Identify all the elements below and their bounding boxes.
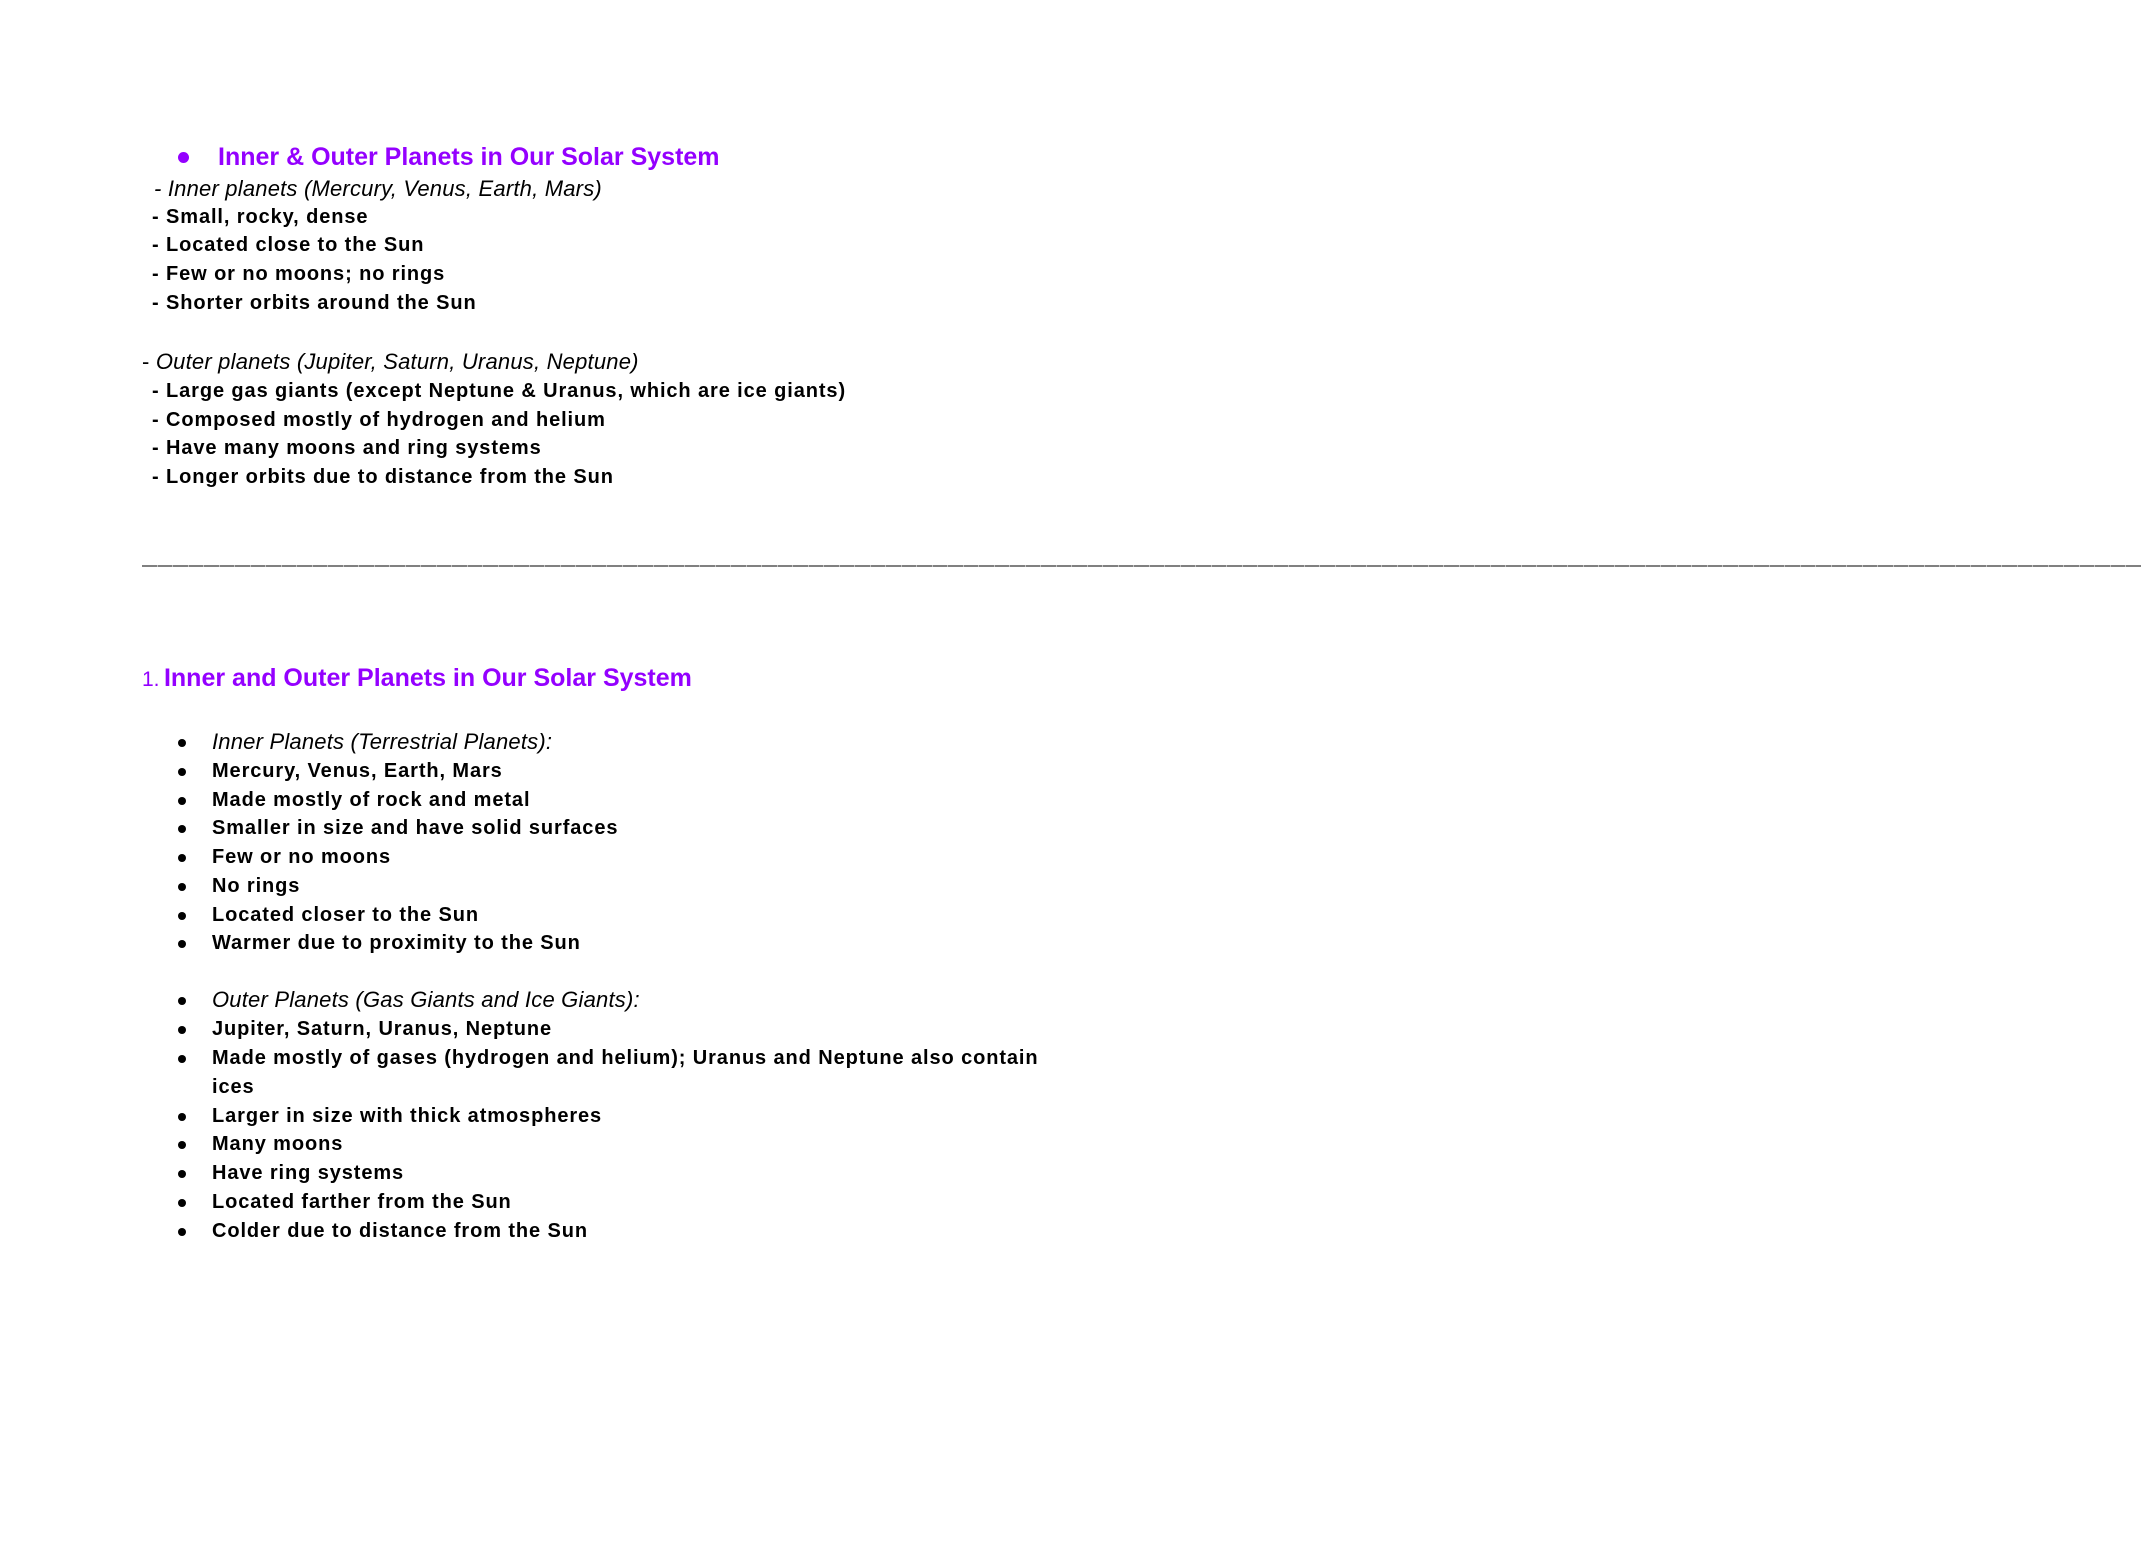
list-item — [178, 1044, 1042, 1102]
bullet-icon — [178, 1199, 186, 1207]
outer-planets-list — [178, 985, 1092, 1245]
inner-line: - Few or no moons; no rings — [152, 263, 446, 285]
bullet-icon — [178, 883, 186, 891]
bullet-icon — [178, 1113, 186, 1121]
list-item-text: Warmer due to proximity to the Sun — [212, 932, 581, 955]
outer-line: - Composed mostly of hydrogen and helium — [152, 409, 606, 431]
bullet-icon — [178, 1228, 186, 1236]
inner-line: - Small, rocky, dense — [152, 206, 369, 228]
outer-line: - Longer orbits due to distance from the Sun — [152, 466, 614, 488]
list-item — [178, 786, 1092, 815]
inner-line: - Located close to the Sun — [152, 234, 425, 256]
outer-subhead-dash: - — [142, 349, 150, 374]
list-item — [178, 1188, 1092, 1217]
horizontal-divider: ————————————————————————————————————————————————————————————————————————————————————————————————————————————————————————————————— — [142, 557, 2142, 574]
bullet-icon — [178, 997, 186, 1005]
list-item-text: No rings — [212, 874, 301, 897]
bullet-icon — [178, 1170, 186, 1178]
inner-planets-list-subhead: Inner Planets (Terrestrial Planets): — [212, 729, 553, 754]
section2-heading — [142, 664, 692, 693]
bullet-icon — [178, 912, 186, 920]
list-item — [178, 1159, 1092, 1188]
outer-line: - Have many moons and ring systems — [152, 437, 542, 459]
list-item — [178, 1130, 1092, 1159]
list-item-text: Made mostly of rock and metal — [212, 788, 531, 811]
list-item — [178, 929, 1092, 958]
outer-planets-subhead — [142, 349, 639, 375]
list-item — [178, 757, 1092, 786]
list-item — [178, 727, 1092, 757]
bullet-icon — [178, 1141, 186, 1149]
bullet-icon — [178, 854, 186, 862]
list-item-text: Colder due to distance from the Sun — [212, 1219, 588, 1242]
list-item-text: Made mostly of gases (hydrogen and helium); Uranus and Neptune also contain ices — [212, 1046, 1039, 1098]
list-item — [178, 872, 1092, 901]
outer-planets-list-subhead: Outer Planets (Gas Giants and Ice Giants): — [212, 987, 640, 1012]
list-item — [178, 901, 1092, 930]
section1-heading-row — [172, 140, 720, 174]
bullet-icon — [178, 739, 186, 747]
list-item — [178, 843, 1092, 872]
bullet-icon — [178, 1055, 186, 1063]
list-item-text: Smaller in size and have solid surfaces — [212, 817, 619, 840]
outer-line: - Large gas giants (except Neptune & Uranus, which are ice giants) — [152, 380, 846, 402]
list-item-text: Have ring systems — [212, 1162, 405, 1185]
list-item — [178, 1102, 1092, 1131]
section2-title: Inner and Outer Planets in Our Solar System — [163, 664, 692, 692]
inner-planets-subhead: - Inner planets (Mercury, Venus, Earth, Mars) — [154, 176, 602, 201]
list-item-text: Mercury, Venus, Earth, Mars — [212, 760, 503, 782]
list-item — [178, 1015, 1092, 1044]
list-item-text: Located farther from the Sun — [212, 1190, 512, 1213]
bullet-icon — [178, 825, 186, 833]
list-item-text: Larger in size with thick atmospheres — [212, 1104, 603, 1127]
list-item — [178, 814, 1092, 843]
list-item-text: Few or no moons — [212, 846, 392, 869]
list-item — [178, 985, 1092, 1015]
outer-subhead-text: Outer planets (Jupiter, Saturn, Uranus, Neptune) — [149, 349, 639, 374]
list-item-text: Located closer to the Sun — [212, 903, 479, 926]
list-item — [178, 1217, 1092, 1246]
bullet-icon — [178, 768, 186, 776]
bullet-icon — [178, 1026, 186, 1034]
purple-bullet-icon — [178, 152, 189, 163]
bullet-icon — [178, 797, 186, 805]
inner-line: - Shorter orbits around the Sun — [152, 292, 477, 314]
list-item-text: Jupiter, Saturn, Uranus, Neptune — [212, 1018, 552, 1040]
inner-planets-list — [178, 727, 1092, 958]
bullet-icon — [178, 940, 186, 948]
section1-heading: Inner & Outer Planets in Our Solar System — [218, 142, 720, 171]
list-item-text: Many moons — [212, 1133, 344, 1156]
section2-number: 1. — [142, 668, 160, 691]
